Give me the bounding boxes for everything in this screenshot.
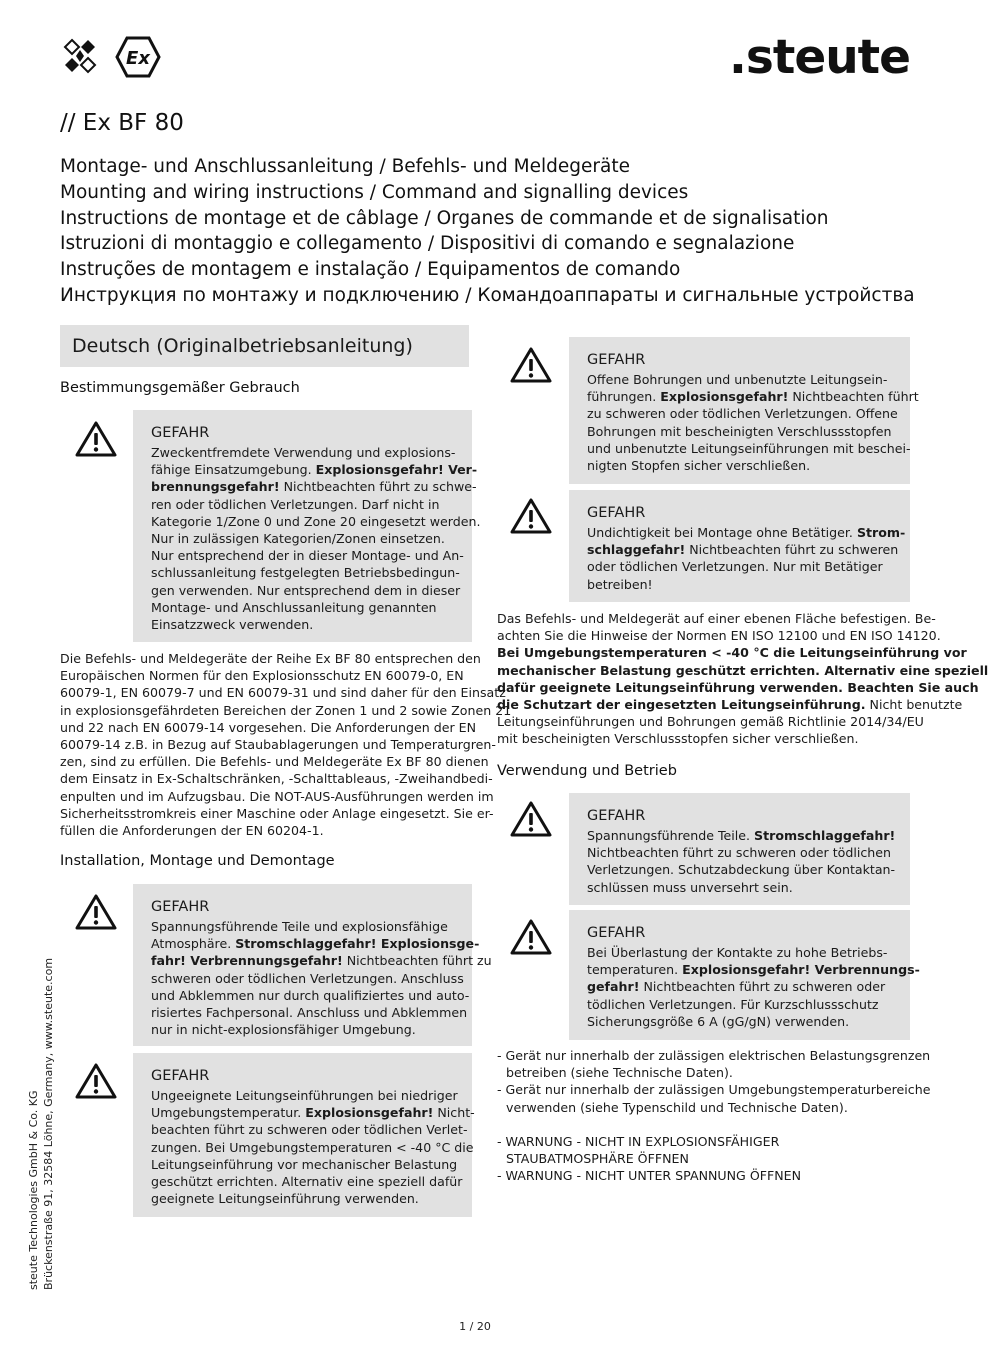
list-spacer [497, 1116, 930, 1133]
danger-box [133, 884, 492, 1046]
text-segment: beachten führt zu schweren oder tödlichen Verlet- [151, 1122, 468, 1138]
text-line [60, 822, 511, 839]
emphasis-text: mechanischer Belastung geschützt errichten. Alternativ eine speziell [497, 662, 988, 678]
text-line [60, 719, 511, 736]
heading-installation: Installation, Montage und Demontage [60, 853, 335, 869]
emphasis-text: Stromschlaggefahr! [754, 828, 896, 843]
text-line [151, 513, 481, 530]
company-address-vertical [26, 958, 56, 1290]
page-title: // Ex BF 80 [60, 110, 184, 136]
danger-box [569, 910, 920, 1040]
text-line [587, 371, 898, 388]
text-segment: geeignete Leitungseinführung verwenden. [151, 1191, 419, 1207]
text-line [151, 461, 478, 478]
atex-group-icon [58, 38, 102, 76]
subtitle-en: Mounting and wiring instructions / Command and signalling devices [60, 181, 689, 203]
text-segment: Spannungsführende Teile und explosionsfähige [151, 919, 448, 934]
text-line [587, 978, 898, 995]
text-line [60, 702, 511, 719]
warning-icon [75, 1062, 117, 1100]
subtitle-it: Istruzioni di montaggio e collegamento / Dispositivi di comando e segnalazione [60, 233, 795, 255]
emphasis-text: Stromschlaggefahr! Explosionsge- [235, 936, 480, 952]
text-line [151, 547, 464, 564]
text-segment: und unbenutzte Leitungseinführungen mit beschei- [587, 440, 911, 456]
danger-label: GEFAHR [151, 899, 210, 915]
text-segment: Umgebungstemperatur. [151, 1105, 306, 1121]
text-segment: und Abklemmen nur durch qualifiziertes und auto- [151, 987, 470, 1003]
danger-text [587, 371, 919, 474]
subtitle-pt: Instruções de montagem e instalação / Equipamentos de comando [60, 259, 681, 281]
text-segment: Sicherheitsstromkreis einer Maschine oder Anlage eingesetzt. Sie er- [60, 805, 494, 821]
list-item: betreiben (siehe Technische Daten). [506, 1065, 733, 1081]
text-line [151, 987, 470, 1004]
text-line [587, 879, 898, 896]
danger-text [587, 944, 920, 1030]
text-segment: Leitungseinführungen und Bohrungen gemäß Richtlinie 2014/34/EU [497, 714, 924, 730]
text-line [587, 576, 898, 593]
emphasis-text: dafür geeignete Leitungseinführung verwenden. Beachten Sie auch [497, 679, 979, 695]
text-segment: Atmosphäre. [151, 936, 236, 952]
danger-box [569, 793, 910, 905]
warning-icon [75, 893, 117, 931]
text-line [587, 388, 919, 405]
emphasis-text: Explosionsgefahr! [305, 1105, 434, 1121]
emphasis-text: Strom- [856, 525, 906, 540]
text-line [587, 827, 898, 844]
text-line [151, 1121, 468, 1138]
text-segment: ren oder tödlichen Verletzungen. Darf nicht in [151, 496, 440, 512]
list-item: verwenden (siehe Typenschild und Technische Daten). [506, 1099, 848, 1115]
text-line [497, 713, 988, 730]
text-segment: nur in nicht-explosionsfähiger Umgebung. [151, 1022, 416, 1038]
text-segment: Undichtigkeit bei Montage ohne Betätiger. [587, 525, 857, 540]
text-segment: Das Befehls- und Meldegerät auf einer ebenen Fläche befestigen. Be- [497, 611, 936, 626]
emphasis-text: Explosionsgefahr! [660, 389, 789, 405]
text-line [587, 423, 898, 440]
text-segment: Einsatzzweck verwenden. [151, 617, 314, 633]
text-segment: Ungeeignete Leitungseinführungen bei niedriger [151, 1088, 458, 1103]
emphasis-text: Explosionsgefahr! Verbrennungs- [682, 962, 920, 978]
text-segment: Nicht- [433, 1105, 475, 1121]
text-segment: zungen. Bei Umgebungstemperaturen < -40 °C die [151, 1139, 474, 1155]
warning-icon [510, 800, 552, 838]
danger-text [151, 1087, 475, 1207]
text-line [151, 616, 460, 633]
text-segment: gen verwenden. Nur entsprechend dem in dieser [151, 582, 461, 598]
text-segment: Nichtbeachten führt [788, 389, 919, 405]
text-line [151, 935, 480, 952]
text-segment: dem Einsatz in Ex-Schaltschränken, -Schalttableaus, -Zweihandbedi- [60, 771, 493, 787]
text-segment: in explosionsgefährdeten Bereichen der Zonen 1 und 2 sowie Zonen 21 [60, 702, 512, 718]
danger-label: GEFAHR [151, 425, 210, 441]
subtitle-fr: Instructions de montage et de câblage / Organes de commande et de signalisation [60, 207, 829, 229]
text-segment: Verletzungen. Schutzabdeckung über Kontaktan- [587, 862, 896, 878]
text-segment: Nichtbeachten führt zu schweren oder [639, 979, 886, 995]
text-segment: führungen. [587, 389, 661, 405]
list-item: - WARNUNG - NICHT UNTER SPANNUNG ÖFFNEN [497, 1168, 802, 1184]
text-line [60, 667, 511, 684]
text-line [60, 753, 511, 770]
text-segment: Nichtbeachten führt zu schweren [685, 542, 899, 558]
warning-icon [75, 420, 117, 458]
danger-text [587, 827, 898, 896]
danger-text [587, 524, 906, 593]
text-segment: zen, sind zu erfüllen. Die Befehls- und Meldegeräte Ex BF 80 dienen [60, 754, 489, 770]
danger-label: GEFAHR [151, 1068, 210, 1084]
text-segment: Leitungseinführung vor mechanischer Belastung [151, 1156, 458, 1172]
subtitles [60, 154, 915, 309]
subtitle-ru: Инструкция по монтажу и подключению / Командоаппараты и сигнальные устройства [60, 284, 915, 306]
text-line [497, 610, 988, 627]
text-line [60, 805, 511, 822]
operation-list [497, 1047, 930, 1185]
text-line [151, 1190, 460, 1207]
text-line [587, 524, 906, 541]
text-line [497, 662, 988, 679]
text-line [151, 1087, 460, 1104]
text-segment: und 22 nach EN 60079-14 vorgesehen. Die Anforderungen der EN [60, 719, 477, 735]
text-segment: schlüssen muss unversehrt sein. [587, 879, 793, 895]
text-segment: enpulten und im Aufzugsbau. Die NOT-AUS-Ausführungen werden im [60, 788, 494, 804]
text-line [151, 1139, 474, 1156]
warning-icon [510, 346, 552, 384]
text-line [587, 944, 898, 961]
warning-icon [510, 497, 552, 535]
text-line [60, 650, 511, 667]
text-segment: 60079-14 z.B. in Bezug auf Staubablagerungen und Temperaturgren- [60, 737, 496, 753]
text-segment: tödlichen Verletzungen. Für Kurzschlussschutz [587, 996, 879, 1012]
paragraph-standards [60, 650, 511, 839]
danger-text [151, 444, 481, 633]
text-line [587, 405, 898, 422]
text-line [497, 679, 988, 696]
text-segment: Nichtbeachten führt zu schwe- [279, 479, 477, 495]
text-segment: nigten Stopfen sicher verschließen. [587, 458, 811, 474]
text-segment: oder tödlichen Verletzungen. Nur mit Betätiger [587, 559, 883, 575]
text-segment: Nicht benutzte [865, 697, 963, 713]
text-segment: achten Sie die Hinweise der Normen EN ISO 12100 und EN ISO 14120. [497, 628, 941, 644]
text-line [497, 627, 988, 644]
text-line [60, 736, 511, 753]
text-line [151, 1021, 460, 1038]
text-line [587, 1013, 898, 1030]
text-line [497, 730, 988, 747]
danger-box [133, 410, 481, 642]
danger-text [151, 918, 492, 1038]
danger-label: GEFAHR [587, 925, 646, 941]
ex-hexagon-icon [115, 36, 161, 78]
text-line [587, 961, 920, 978]
emphasis-text: fahr! Verbrennungsgefahr! [151, 953, 343, 969]
text-line [151, 1104, 475, 1121]
text-line [151, 952, 492, 969]
text-line [151, 918, 460, 935]
brand-logo: .steute [729, 30, 910, 85]
text-line [587, 996, 898, 1013]
text-segment: schweren oder tödlichen Verletzungen. Anschluss [151, 970, 464, 986]
emphasis-text: schlaggefahr! [587, 542, 686, 558]
text-line [60, 684, 511, 701]
text-segment: Nur entsprechend der in dieser Montage- und An- [151, 548, 464, 564]
text-line [151, 444, 460, 461]
text-line [151, 564, 460, 581]
language-banner: Deutsch (Originalbetriebsanleitung) [60, 325, 469, 367]
text-segment: füllen die Anforderungen der EN 60204-1. [60, 823, 324, 839]
company-name: steute Technologies GmbH & Co. KG [27, 1090, 40, 1290]
text-line [151, 530, 460, 547]
text-line [587, 844, 898, 861]
text-line [497, 644, 988, 661]
text-segment: mit bescheinigten Verschlussstopfen sicher verschließen. [497, 731, 859, 747]
text-segment: Sicherungsgröße 6 A (gG/gN) verwenden. [587, 1013, 850, 1029]
text-line [151, 582, 460, 599]
text-line [497, 696, 988, 713]
emphasis-text: brennungsgefahr! [151, 479, 280, 495]
text-segment: fähige Einsatzumgebung. [151, 462, 316, 478]
text-segment: Die Befehls- und Meldegeräte der Reihe Ex BF 80 entsprechen den [60, 651, 481, 666]
text-segment: Nur in zulässigen Kategorien/Zonen einsetzen. [151, 531, 445, 547]
heading-operation: Verwendung und Betrieb [497, 763, 677, 779]
list-item: STAUBATMOSPHÄRE ÖFFNEN [506, 1151, 689, 1167]
text-segment: Bei Überlastung der Kontakte zu hohe Betriebs- [587, 945, 888, 960]
text-segment: Nichtbeachten führt zu schweren oder tödlichen [587, 845, 891, 861]
svg-text:Ex: Ex [126, 48, 150, 69]
text-line [587, 457, 898, 474]
danger-box [569, 490, 910, 602]
emphasis-text: gefahr! [587, 979, 640, 995]
text-segment: zu schweren oder tödlichen Verletzungen. Offene [587, 406, 898, 422]
heading-intended-use: Bestimmungsgemäßer Gebrauch [60, 380, 300, 396]
text-segment: Zweckentfremdete Verwendung und explosions- [151, 445, 456, 460]
text-line [60, 770, 511, 787]
text-line [60, 788, 511, 805]
text-segment: schlussanleitung festgelegten Betriebsbedingun- [151, 565, 460, 581]
page-number: 1 / 20 [459, 1320, 491, 1333]
text-segment: geschützt errichten. Alternativ eine speziell dafür [151, 1174, 463, 1190]
text-line [151, 1004, 468, 1021]
text-segment: Europäischen Normen für den Explosionsschutz EN 60079-0, EN [60, 668, 464, 684]
danger-box [133, 1053, 475, 1217]
text-segment: 60079-1, EN 60079-7 und EN 60079-31 und sind daher für den Einsatz [60, 685, 506, 701]
danger-label: GEFAHR [587, 352, 646, 368]
text-segment: Spannungsführende Teile. [587, 828, 755, 843]
danger-box [569, 337, 919, 484]
paragraph-mounting [497, 610, 988, 748]
text-segment: Offene Bohrungen und unbenutzte Leitungsein- [587, 372, 888, 387]
subtitle-de: Montage- und Anschlussanleitung / Befehls- und Meldegeräte [60, 156, 630, 177]
text-segment: Kategorie 1/Zone 0 und Zone 20 eingesetzt werden. [151, 513, 481, 529]
text-segment: temperaturen. [587, 962, 683, 978]
text-line [151, 1156, 460, 1173]
list-item: - WARNUNG - NICHT IN EXPLOSIONSFÄHIGER [497, 1134, 780, 1149]
danger-label: GEFAHR [587, 505, 646, 521]
warning-icon [510, 918, 552, 956]
emphasis-text: Explosionsgefahr! Ver- [315, 462, 478, 478]
list-item: - Gerät nur innerhalb der zulässigen Umgebungstemperaturbereiche [497, 1082, 931, 1098]
emphasis-text: die Schutzart der eingesetzten Leitungseinführung. [497, 697, 866, 713]
text-segment: risiertes Fachpersonal. Anschluss und Abklemmen [151, 1005, 468, 1021]
text-segment: Montage- und Anschlussanleitung genannten [151, 599, 437, 615]
text-line [587, 541, 898, 558]
text-line [151, 970, 464, 987]
text-segment: betreiben! [587, 576, 653, 592]
text-line [151, 478, 477, 495]
company-address: Brückenstraße 91, 32584 Löhne, Germany, www.steute.com [42, 957, 55, 1290]
text-segment: Nichtbeachten führt zu [342, 953, 492, 969]
emphasis-text: Bei Umgebungstemperaturen < -40 °C die Leitungseinführung vor [497, 645, 967, 661]
list-item: - Gerät nur innerhalb der zulässigen elektrischen Belastungsgrenzen [497, 1048, 931, 1063]
text-segment: Bohrungen mit bescheinigten Verschlussstopfen [587, 423, 892, 439]
text-line [587, 861, 898, 878]
text-line [151, 496, 460, 513]
danger-label: GEFAHR [587, 808, 646, 824]
text-line [587, 558, 898, 575]
text-line [587, 440, 911, 457]
text-line [151, 599, 460, 616]
text-line [151, 1173, 463, 1190]
